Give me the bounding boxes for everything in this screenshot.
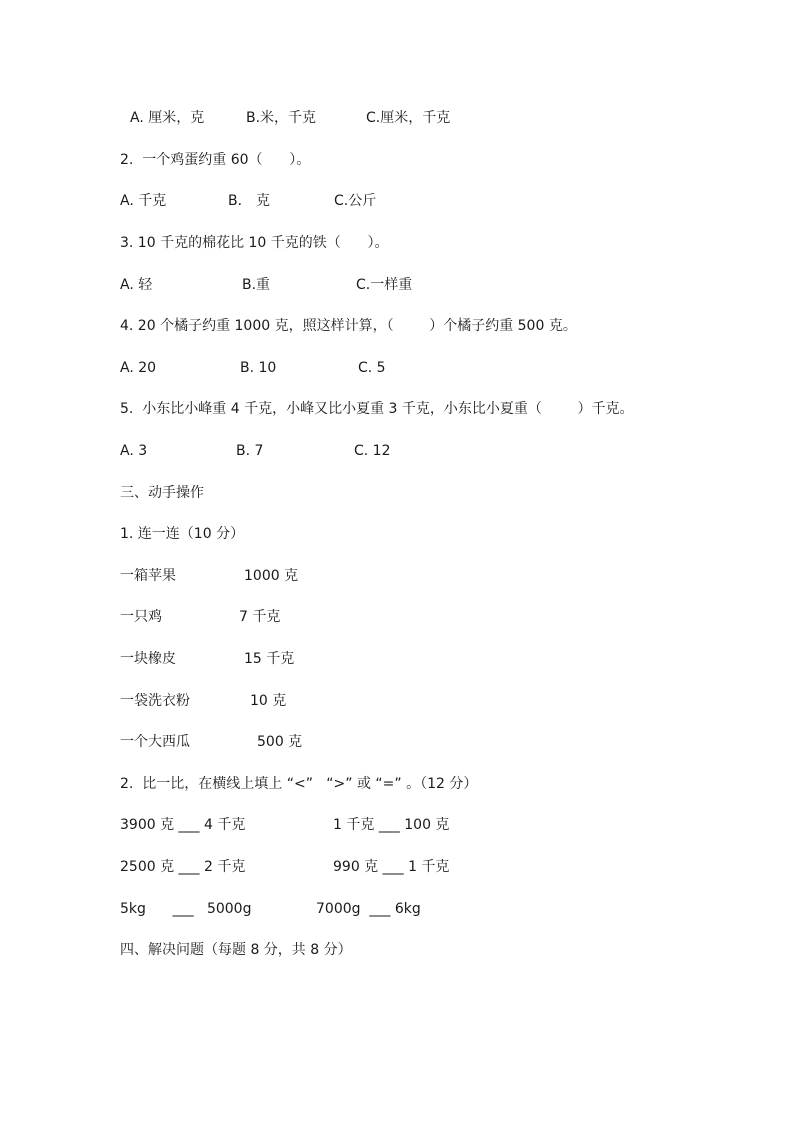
q4-option-a: A. 20 xyxy=(120,360,157,376)
compare-right: 7000g ___ 6kg xyxy=(316,901,421,917)
match-weight: 10 克 xyxy=(250,693,287,709)
match-item: 一只鸡 xyxy=(120,609,162,625)
section3-title: 三、动手操作 xyxy=(120,485,204,501)
section4-title: 四、解决问题（每题 8 分，共 8 分） xyxy=(120,942,352,958)
compare-left: 5kg ___ 5000g xyxy=(120,901,252,917)
q4-option-b: B. 10 xyxy=(240,360,277,376)
match-weight: 1000 克 xyxy=(244,568,299,584)
match-item: 一袋洗衣粉 xyxy=(120,693,190,709)
match-item: 一块橡皮 xyxy=(120,651,176,667)
q3-option-c: C.一样重 xyxy=(356,277,413,293)
match-weight: 500 克 xyxy=(257,734,303,750)
match-item: 一个大西瓜 xyxy=(120,734,190,750)
match-item: 一箱苹果 xyxy=(120,568,176,584)
q1-option-a: A. 厘米，克 xyxy=(130,110,205,126)
match-weight: 7 千克 xyxy=(239,609,281,625)
q5-option-c: C. 12 xyxy=(354,443,391,459)
q5-option-b: B. 7 xyxy=(236,443,264,459)
q5-option-a: A. 3 xyxy=(120,443,148,459)
q2-option-c: C.公斤 xyxy=(334,193,377,209)
compare-left: 2500 克 ___ 2 千克 xyxy=(120,859,246,875)
compare-left: 3900 克 ___ 4 千克 xyxy=(120,817,246,833)
q3-option-b: B.重 xyxy=(242,277,271,293)
q1-option-b: B.米，千克 xyxy=(246,110,317,126)
q1-option-c: C.厘米，千克 xyxy=(366,110,451,126)
compare-right: 990 克 ___ 1 千克 xyxy=(333,859,450,875)
q2-option-b: B． 克 xyxy=(228,193,271,209)
compare-right: 1 千克 ___ 100 克 xyxy=(333,817,450,833)
match-title: 1. 连一连（10 分） xyxy=(120,526,245,542)
q3-option-a: A. 轻 xyxy=(120,277,153,293)
q3-stem: 3. 10 千克的棉花比 10 千克的铁（ ）。 xyxy=(120,235,389,251)
q5-stem: 5. 小东比小峰重 4 千克，小峰又比小夏重 3 千克，小东比小夏重（ ）千克。 xyxy=(120,401,634,417)
q4-stem: 4. 20 个橘子约重 1000 克，照这样计算，（ ）个橘子约重 500 克。 xyxy=(120,318,577,334)
compare-title: 2. 比一比，在横线上填上 “<” “>” 或 “=” 。（12 分） xyxy=(120,776,478,792)
q4-option-c: C. 5 xyxy=(358,360,386,376)
match-weight: 15 千克 xyxy=(244,651,295,667)
q2-option-a: A. 千克 xyxy=(120,193,167,209)
q2-stem: 2. 一个鸡蛋约重 60（ ）。 xyxy=(120,152,311,168)
